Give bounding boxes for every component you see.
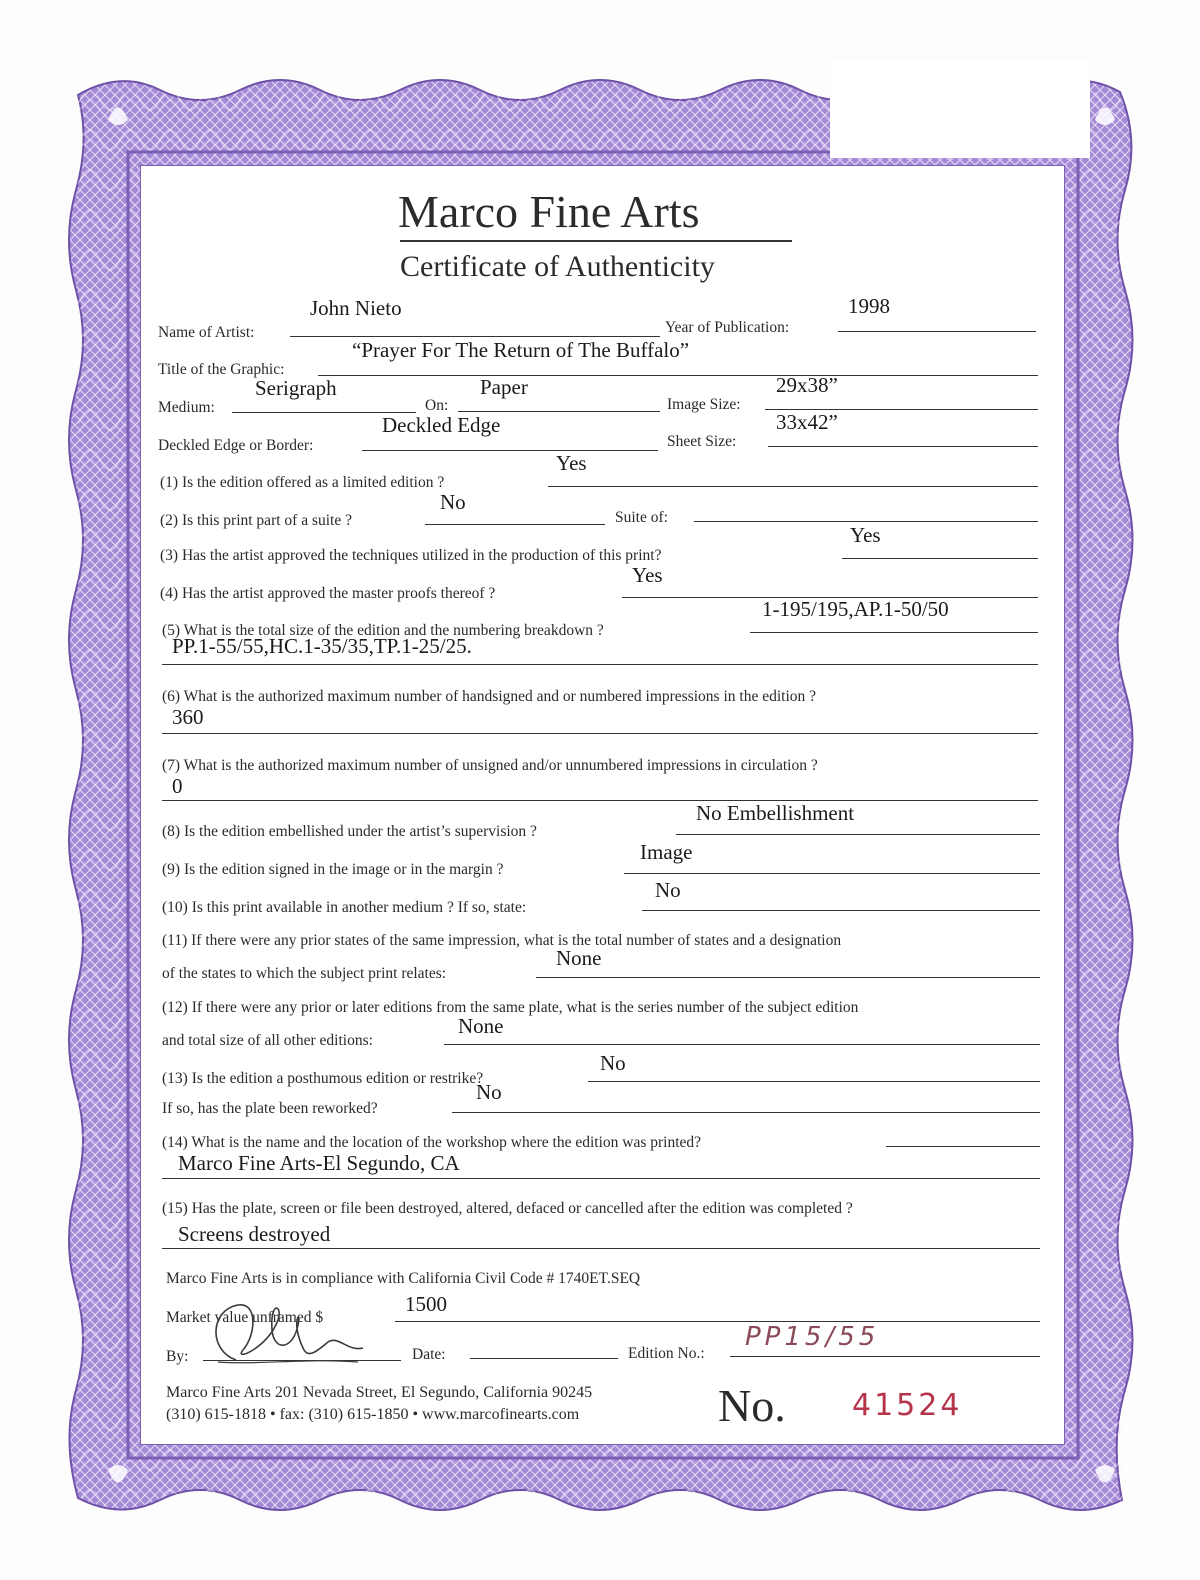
serial-no-label: No.: [718, 1380, 786, 1431]
graphic-title-line: [318, 375, 1038, 376]
serial-number: 41524: [852, 1388, 963, 1423]
q11-answer: None: [556, 946, 602, 970]
q13-answer: No: [600, 1051, 626, 1075]
q5-answer: 1-195/195,AP.1-50/50: [762, 597, 949, 621]
q7-text: (7) What is the authorized maximum number of unsigned and/or unnumbered impressions in circulation ?: [162, 757, 818, 774]
q4-answer: Yes: [632, 563, 663, 587]
year-value: 1998: [848, 294, 890, 318]
q2-line: [425, 524, 605, 525]
graphic-title-label: Title of the Graphic:: [158, 361, 285, 378]
q9-line: [624, 873, 1040, 874]
q13-answer-2: No: [476, 1080, 502, 1104]
by-label: By:: [166, 1348, 189, 1365]
on-value: Paper: [480, 375, 528, 399]
q7-line: [162, 800, 1038, 801]
sheet-size-value: 33x42”: [776, 410, 838, 434]
q12-answer: None: [458, 1014, 504, 1038]
date-line: [470, 1358, 618, 1359]
q13-line: [588, 1081, 1040, 1082]
on-label: On:: [425, 397, 449, 414]
on-line: [458, 411, 660, 412]
q1-answer: Yes: [556, 451, 587, 475]
q3-text: (3) Has the artist approved the techniques utilized in the production of this print?: [160, 547, 662, 564]
q10-line: [642, 910, 1040, 911]
q2-text: (2) Is this print part of a suite ?: [160, 512, 352, 529]
compliance-text: Marco Fine Arts is in compliance with California Civil Code # 1740ET.SEQ: [166, 1270, 641, 1287]
q4-text: (4) Has the artist approved the master proofs thereof ?: [160, 585, 496, 602]
q11-text: (11) If there were any prior states of the same impression, what is the total number of states and a designation: [162, 932, 842, 949]
graphic-title-value: “Prayer For The Return of The Buffalo”: [352, 338, 690, 362]
edge-line: [362, 450, 658, 451]
edition-no-label: Edition No.:: [628, 1345, 705, 1362]
q2-answer: No: [440, 490, 466, 514]
q15-text: (15) Has the plate, screen or file been destroyed, altered, defaced or cancelled after the edition was completed ?: [162, 1200, 853, 1217]
year-label: Year of Publication:: [665, 319, 790, 336]
date-label: Date:: [412, 1346, 446, 1363]
q7-answer: 0: [172, 774, 183, 798]
seal-blank-area: [830, 60, 1090, 158]
sheet-size-label: Sheet Size:: [667, 433, 737, 450]
artist-value: John Nieto: [310, 296, 402, 320]
image-size-value: 29x38”: [776, 373, 838, 397]
market-value-line: [395, 1321, 1040, 1322]
suite-line: [694, 521, 1038, 522]
q8-text: (8) Is the edition embellished under the artist’s supervision ?: [162, 823, 537, 840]
year-line: [838, 331, 1036, 332]
edge-label: Deckled Edge or Border:: [158, 437, 314, 454]
q5-answer-2: PP.1-55/55,HC.1-35/35,TP.1-25/25.: [172, 634, 472, 658]
market-value: 1500: [405, 1292, 447, 1316]
market-value-label: Market value unframed $: [166, 1309, 324, 1326]
company-title: Marco Fine Arts: [398, 186, 700, 237]
q5-text: (5) What is the total size of the edition and the numbering breakdown ?: [162, 622, 604, 639]
q12-line: [444, 1044, 1040, 1045]
q9-answer: Image: [640, 840, 693, 864]
contact-text: (310) 615-1818 • fax: (310) 615-1850 • www.marcofinearts.com: [166, 1406, 580, 1423]
q3-line: [842, 558, 1038, 559]
q14-text: (14) What is the name and the location of the workshop where the edition was printed?: [162, 1134, 702, 1151]
q15-line: [162, 1248, 1040, 1249]
q9-text: (9) Is the edition signed in the image or in the margin ?: [162, 861, 504, 878]
q15-answer: Screens destroyed: [178, 1222, 331, 1246]
medium-value: Serigraph: [255, 376, 337, 400]
edition-no-value: PP15/55: [745, 1322, 880, 1352]
q10-answer: No: [655, 878, 681, 902]
signature: [198, 1290, 368, 1380]
image-size-label: Image Size:: [667, 396, 741, 413]
medium-label: Medium:: [158, 399, 215, 416]
q11-text-2: of the states to which the subject print relates:: [162, 965, 447, 982]
sheet-size-line: [768, 446, 1038, 447]
title-underline: [400, 240, 792, 242]
q5-line-2: [162, 664, 1038, 665]
q3-answer: Yes: [850, 523, 881, 547]
q8-line: [676, 834, 1040, 835]
q6-line: [162, 733, 1038, 734]
q13-text: (13) Is the edition a posthumous edition or restrike?: [162, 1070, 484, 1087]
q10-text: (10) Is this print available in another medium ? If so, state:: [162, 899, 527, 916]
suite-label: Suite of:: [615, 509, 668, 526]
q6-answer: 360: [172, 705, 204, 729]
q5-line: [750, 632, 1038, 633]
q1-line: [548, 486, 1038, 487]
q12-text-2: and total size of all other editions:: [162, 1032, 373, 1049]
certificate-title: Certificate of Authenticity: [400, 250, 715, 283]
artist-line: [290, 336, 660, 337]
q14-line-2: [162, 1178, 1040, 1179]
q6-text: (6) What is the authorized maximum number of handsigned and or numbered impressions in the edition ?: [162, 688, 817, 705]
address-text: Marco Fine Arts 201 Nevada Street, El Segundo, California 90245: [166, 1384, 593, 1401]
q8-answer: No Embellishment: [696, 801, 855, 825]
edition-no-line: [730, 1356, 1040, 1357]
q13-line-2: [452, 1112, 1040, 1113]
q14-answer: Marco Fine Arts-El Segundo, CA: [178, 1151, 460, 1175]
artist-label: Name of Artist:: [158, 324, 255, 341]
q12-text: (12) If there were any prior or later editions from the same plate, what is the series number of the subject edition: [162, 999, 859, 1016]
q14-line: [886, 1146, 1040, 1147]
edge-value: Deckled Edge: [382, 413, 501, 437]
q11-line: [536, 977, 1040, 978]
q1-text: (1) Is the edition offered as a limited edition ?: [160, 474, 445, 491]
q13-text-2: If so, has the plate been reworked?: [162, 1100, 378, 1117]
